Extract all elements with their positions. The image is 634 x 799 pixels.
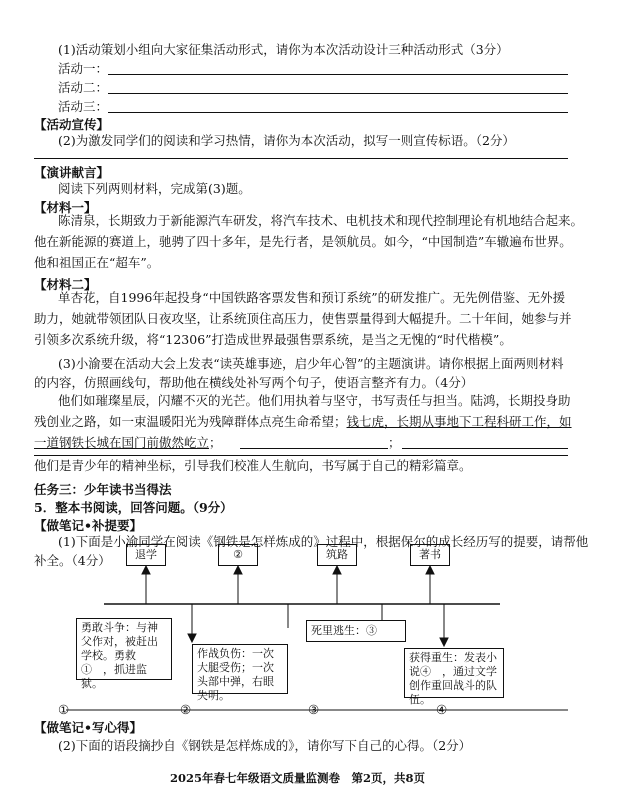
speech-question: (3)小渝要在活动大会上发表“读英雄事迹，启少年心智”的主题演讲。请你根据上面两则材料 <box>58 356 564 371</box>
page-footer: 2025年春七年级语文质量监测卷 第2页，共8页 <box>170 771 426 785</box>
material-2-heading: 【材料二】 <box>34 277 97 292</box>
material-2-line: 单杏花，自1996年起投身“中国铁路客票发售和预订系统”的研发推广。无先例借鉴、无外援 <box>58 290 566 305</box>
q5-title: 5．整本书阅读，回答问题。（9分） <box>34 500 233 515</box>
material-1-line: 陈清泉，长期致力于新能源汽车研发，将汽车技术、电机技术和现代控制理论有机地结合起来。 <box>58 213 584 228</box>
activity-prompt: (1)活动策划小组向大家征集活动形式，请你为本次活动设计三种活动形式（3分） <box>58 42 509 57</box>
blank-label-4: ④ <box>436 702 448 717</box>
timeline-node-dropout: 退学 <box>126 544 166 566</box>
summary-box-wounded: 作战负伤：一次大腿受伤；一次头部中弹，右眼失明。 <box>192 644 288 694</box>
activity-2-label: 活动二： <box>58 80 109 95</box>
task3-heading: 任务三：少年读书当得法 <box>34 482 172 497</box>
notes-heading: 【做笔记•补提要】 <box>34 518 142 533</box>
activity-1-label: 活动一： <box>58 61 109 76</box>
notes-question: 补全。（4分） <box>34 553 111 568</box>
reflection-heading: 【做笔记•写心得】 <box>34 720 142 735</box>
timeline-node-blank-2: ② <box>218 544 258 566</box>
blank-label-2: ② <box>180 702 192 717</box>
speech-question: 的内容，仿照画线句，帮助他在横线处补写两个句子，使语言整齐有力。（4分） <box>34 375 474 390</box>
material-1-heading: 【材料一】 <box>34 200 97 215</box>
material-1-line: 他和祖国正在“超车”。 <box>34 255 160 270</box>
slogan-question: (2)为激发同学们的阅读和学习热情，请你为本次活动，拟写一则宣传标语。（2分） <box>58 133 515 148</box>
model-sentence-underlined: 一道钢铁长城在国门前傲然屹立 <box>34 435 210 450</box>
sentence-punct: ； <box>388 435 401 450</box>
timeline-node-road: 筑路 <box>317 544 357 566</box>
speech-instruction: 阅读下列两则材料，完成第(3)题。 <box>58 181 251 196</box>
timeline-node-writing: 著书 <box>410 544 450 566</box>
model-sentence-underlined: 钱七虎，长期从事地下工程科研工作，如 <box>346 414 572 429</box>
reflection-question: (2)下面的语段摘抄自《钢铁是怎样炼成的》，请你写下自己的心得。（2分） <box>58 738 472 753</box>
summary-box-rebirth: 获得重生：发表小说④ ，通过文学创作重回战斗的队伍。 <box>404 648 504 698</box>
material-2-line: 助力，她就带领团队日夜攻坚，让系统顶住高压力，使售票量得到大幅提升。二十年间，她参与并 <box>34 311 572 326</box>
speech-sentence-plain: 残创业之路，如一束温暖阳光为残障群体点亮生命希望； <box>34 414 347 429</box>
material-2-line: 引领多次系统升级，将“12306”打造成世界最强售票系统，是当之无愧的“时代楷模”。 <box>34 332 512 347</box>
material-1-line: 他在新能源的赛道上，驰骋了四十多年，是先行者，是领航员。如今，“中国制造”车辙遍布世界。 <box>34 234 572 249</box>
sentence-punct: ； <box>209 435 222 450</box>
speech-sentence: 他们如璀璨星辰，闪耀不灭的光芒。他们用执着与坚守，书写责任与担当。陆鸿，长期投身助 <box>58 393 571 408</box>
promo-heading: 【活动宣传】 <box>34 117 110 132</box>
blank-label-3: ③ <box>308 702 320 717</box>
blank-label-1: ① <box>58 702 70 717</box>
speech-sentence: 他们是青少年的精神坐标，引导我们校准人生航向，书写属于自己的精彩篇章。 <box>34 458 472 473</box>
activity-3-label: 活动三： <box>58 99 109 114</box>
summary-box-escape: 死里逃生：③ <box>306 620 406 642</box>
notes-question: (1)下面是小渝同学在阅读《钢铁是怎样炼成的》过程中，根据保尔的成长经历写的提要，请帮他 <box>58 534 589 549</box>
speech-heading: 【演讲献言】 <box>34 165 110 180</box>
summary-box-struggle: 勇敢斗争：与神父作对，被赶出学校。勇救① ，抓进监狱。 <box>76 618 172 680</box>
